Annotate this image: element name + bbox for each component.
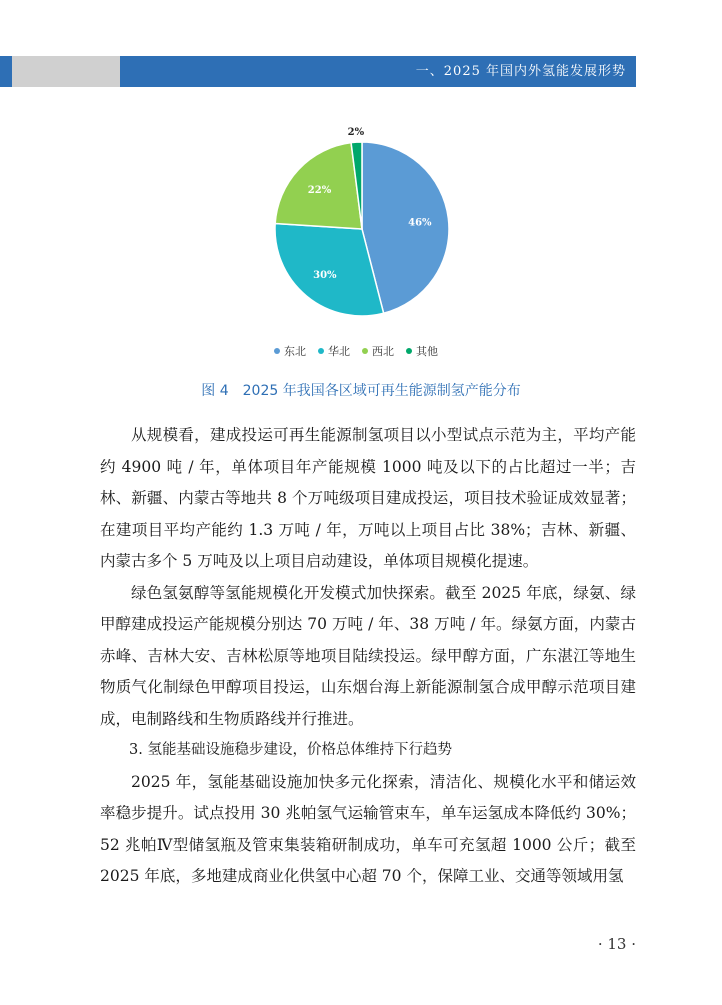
legend-label-西北: 西北	[372, 345, 394, 358]
legend-marker-东北	[274, 348, 280, 354]
paragraph-2: 绿色氢氨醇等氢能规模化开发模式加快探索。截至 2025 年底，绿氨、绿甲醇建成投运产能规模分别达 70 万吨 / 年、38 万吨 / 年。绿氨方面，内蒙古赤峰、吉林大安、吉林松原等地项目陆续投运。绿甲醇方面，广东湛江等地生物质气化制绿色甲醇项目投运，山东烟台海上新能源制氢合成甲醇示范项目建成，电制路线和生物质路线并行推进。	[100, 583, 636, 728]
header-accent-bar	[0, 56, 12, 87]
body-text	[100, 420, 636, 893]
section-header	[120, 56, 636, 87]
data-label-西北: 22%	[307, 185, 332, 197]
legend-marker-其他	[406, 348, 412, 354]
legend-label-东北: 东北	[284, 345, 306, 358]
section-title: 一、2025 年国内外氢能发展形势	[415, 64, 626, 79]
legend-marker-西北	[362, 348, 368, 354]
paragraph-3: 2025 年，氢能基础设施加快多元化探索，清洁化、规模化水平和储运效率稳步提升。试点投用 30 兆帕氢气运输管束车，单车运氢成本降低约 30%；52 兆帕Ⅳ型储氢瓶及管束集装箱研制成功，单车可充氢超 1000 公斤；截至 2025 年底，多地建成商业化供氢中心超 70 个，保障工业、交通等领域用氢	[100, 772, 636, 885]
section-heading: 3. 氢能基础设施稳步建设，价格总体维持下行趋势	[129, 742, 452, 758]
pie-chart	[200, 115, 522, 375]
data-label-华北: 30%	[313, 269, 337, 281]
data-label-其他: 2%	[347, 127, 365, 139]
legend-label-华北: 华北	[328, 345, 350, 358]
legend-label-其他: 其他	[416, 345, 438, 358]
data-label-东北: 46%	[408, 217, 432, 229]
header-gray-bar	[12, 56, 120, 87]
figure-caption: 图 4 2025 年我国各区域可再生能源制氢产能分布	[201, 383, 521, 399]
page-number: · 13 ·	[597, 935, 636, 953]
paragraph-1: 从规模看，建成投运可再生能源制氢项目以小型试点示范为主，平均产能约 4900 吨 / 年，单体项目年产能规模 1000 吨及以下的占比超过一半；吉林、新疆、内蒙古等地共 8 个万吨级项目建成投运，项目技术验证成效显著；在建项目平均产能约 1.3 万吨 / 年，万吨以上项目占比 38%；吉林、新疆、内蒙古多个 5 万吨及以上项目启动建设，单体项目规模化提速。	[100, 426, 636, 570]
legend-marker-华北	[318, 348, 324, 354]
